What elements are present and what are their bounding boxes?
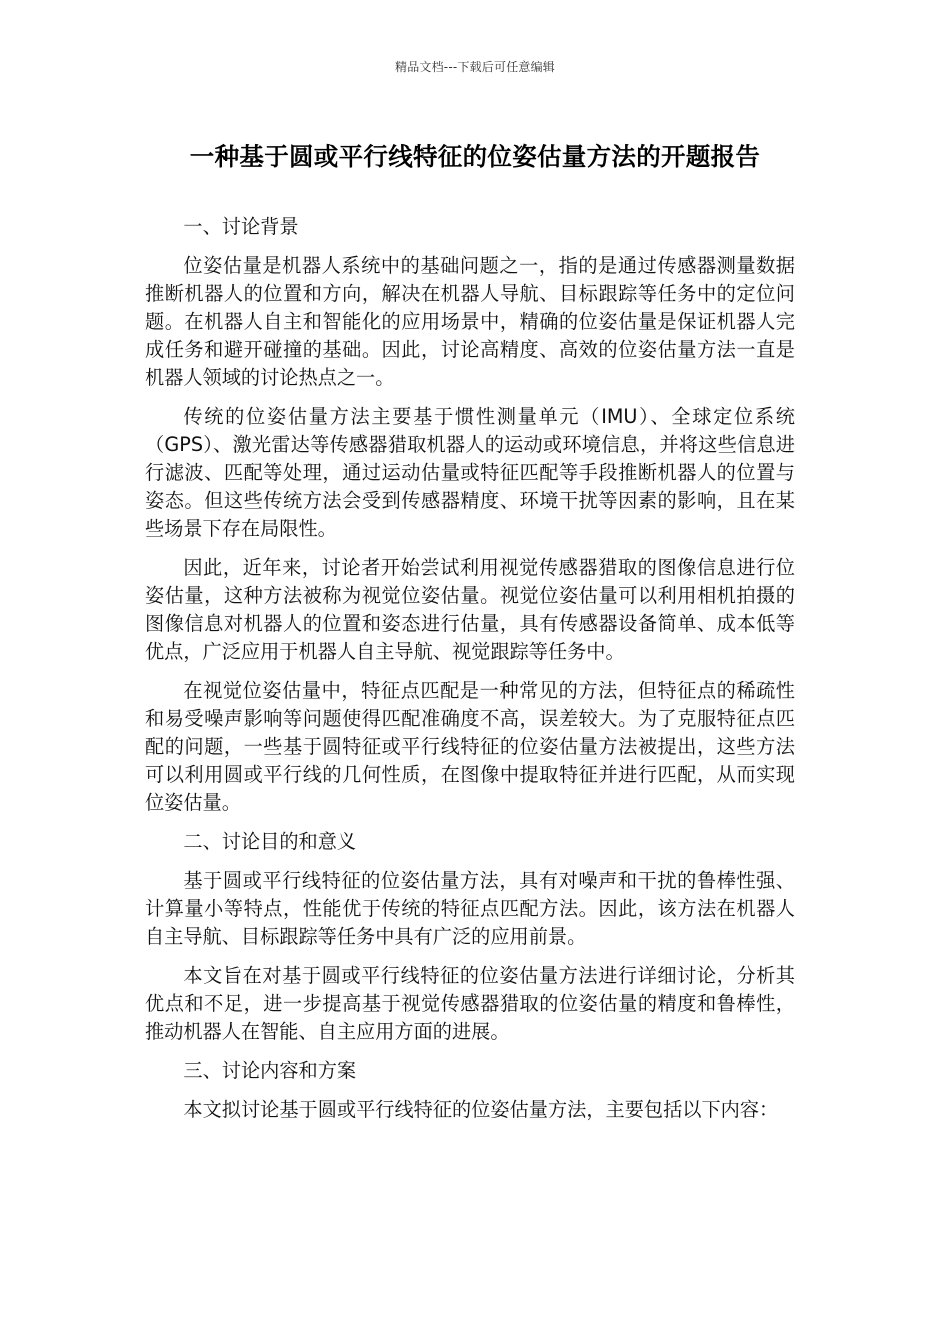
- paragraph: 基于圆或平行线特征的位姿估量方法，具有对噪声和干扰的鲁棒性强、计算量小等特点，性能优于传统的特征点匹配方法。因此，该方法在机器人自主导航、目标跟踪等任务中具有广泛的应用前景。: [145, 869, 795, 948]
- section-heading: 三、讨论内容和方案: [183, 1059, 357, 1082]
- section-heading: 二、讨论目的和意义: [183, 830, 357, 853]
- document-body: [145, 213, 795, 1135]
- section-purpose: [145, 828, 795, 1046]
- paragraph: 在视觉位姿估量中，特征点匹配是一种常见的方法，但特征点的稀疏性和易受噪声影响等问题使得匹配准确度不高，误差较大。为了克服特征点匹配的问题，一些基于圆特征或平行线特征的位姿估量方法被提出，这些方法可以利用圆或平行线的几何性质，在图像中提取特征并进行匹配，从而实现位姿估量。: [145, 679, 795, 814]
- paragraph: 传统的位姿估量方法主要基于惯性测量单元（IMU）、全球定位系统（GPS）、激光雷达等传感器猎取机器人的运动或环境信息，并将这些信息进行滤波、匹配等处理，通过运动估量或特征匹配等手段推断机器人的位置与姿态。但这些传统方法会受到传感器精度、环境干扰等因素的影响，且在某些场景下存在局限性。: [145, 405, 795, 540]
- paragraph: 本文旨在对基于圆或平行线特征的位姿估量方法进行详细讨论，分析其优点和不足，进一步提高基于视觉传感器猎取的位姿估量的精度和鲁棒性，推动机器人在智能、自主应用方面的进展。: [145, 964, 795, 1043]
- section-heading: 一、讨论背景: [183, 215, 299, 238]
- document-title: 一种基于圆或平行线特征的位姿估量方法的开题报告: [189, 142, 761, 171]
- section-content-plan: [145, 1057, 795, 1124]
- paragraph: 因此，近年来，讨论者开始尝试利用视觉传感器猎取的图像信息进行位姿估量，这种方法被称为视觉位姿估量。视觉位姿估量可以利用相机拍摄的图像信息对机器人的位置和姿态进行估量，具有传感器设备简单、成本低等优点，广泛应用于机器人自主导航、视觉跟踪等任务中。: [145, 556, 795, 663]
- paragraph: 本文拟讨论基于圆或平行线特征的位姿估量方法，主要包括以下内容：: [183, 1098, 779, 1121]
- paragraph: 位姿估量是机器人系统中的基础问题之一，指的是通过传感器测量数据推断机器人的位置和方向，解决在机器人导航、目标跟踪等任务中的定位问题。在机器人自主和智能化的应用场景中，精确的位姿估量是保证机器人完成任务和避开碰撞的基础。因此，讨论高精度、高效的位姿估量方法一直是机器人领域的讨论热点之一。: [145, 254, 795, 389]
- page-header: 精品文档---下载后可任意编辑: [395, 60, 555, 74]
- section-background: [145, 213, 795, 817]
